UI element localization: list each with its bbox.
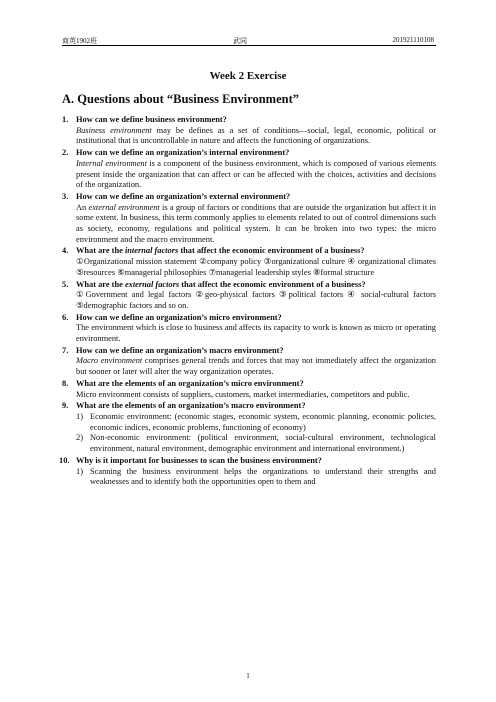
question-text: How can we define an organization’s external environment? bbox=[76, 191, 291, 201]
answer-10-item-1: 1) Scanning the business environment helps the organizations to understand their strengths and weaknesses and to identify both the opportunities open to them and bbox=[76, 466, 436, 487]
answer-7: Macro environment comprises general trends and forces that may not immediately affect the organization but sooner or later will alter the way organization operates. bbox=[76, 356, 436, 377]
answer-4: ①Organizational mission statement ②company policy ③organizational culture ④ organizational climates ⑤resources ⑥managerial philosophies ⑦managerial leadership styles ⑧formal structure bbox=[76, 257, 436, 277]
question-7: 7. How can we define an organization’s macro environment? bbox=[62, 345, 284, 355]
section-heading: A. Questions about “Business Environment” bbox=[62, 92, 299, 106]
header-name: 武同 bbox=[233, 37, 247, 45]
question-2: 2. How can we define an organization’s internal environment? bbox=[62, 148, 290, 158]
question-5: 5. What are the external factors that affect the economic environment of a business? bbox=[62, 279, 366, 289]
answer-5: ①Government and legal factors ②geo-physical factors ③political factors ④ social-cultural factors ⑤demographic factors and so on. bbox=[76, 290, 436, 310]
answer-3: An external environment is a group of factors or conditions that are outside the organization but affect it in some extent. In business, this term commonly applies to elements related to out of control dimensions such as society, economy, regulations and political system. It can be broken into two types: the micro environment and the macro environment. bbox=[76, 202, 436, 244]
question-text: How can we define an organization’s macro environment? bbox=[76, 345, 284, 355]
header-class: 商英1902班 bbox=[62, 37, 97, 45]
question-4: 4. What are the internal factors that affect the economic environment of a business? bbox=[62, 246, 365, 256]
page-header bbox=[62, 33, 436, 46]
question-1: 1. How can we define business environment? bbox=[62, 115, 227, 124]
answer-6: The environment which is close to business and affects its capacity to work is known as micro or operating environment. bbox=[76, 323, 436, 344]
question-text: What are the internal factors that affect the economic environment of a business? bbox=[76, 246, 365, 256]
question-text: How can we define business environment? bbox=[76, 115, 227, 124]
answer-9-item-1: 1) Economic environment: (economic stages, economic system, economic planning, economic policies, economic indices, economic problems, functioning of economy) bbox=[76, 411, 436, 432]
question-6: 6. How can we define an organization’s micro environment? bbox=[62, 312, 282, 322]
question-text: What are the external factors that affect the economic environment of a business? bbox=[76, 279, 366, 289]
answer-9-item-2: 2) Non-economic environment: (political environment, social-cultural environment, technological environment, natural environment, demographic environment and international environment.) bbox=[76, 433, 436, 454]
questions-list bbox=[59, 114, 436, 488]
document-title: Week 2 Exercise bbox=[209, 70, 287, 82]
question-text: What are the elements of an organization’s macro environment? bbox=[76, 401, 306, 411]
answer-2: Internal environment is a component of the business environment, which is composed of various elements present inside the organization that can affect or can be affected with the choices, activities and decisions of the organization. bbox=[76, 158, 436, 190]
page-number: 1 bbox=[246, 672, 250, 680]
question-10: 10. Why is it important for businesses to scan the business environment? bbox=[59, 455, 322, 465]
question-text: How can we define an organization’s micro environment? bbox=[76, 312, 282, 322]
question-9: 9. What are the elements of an organization’s macro environment? bbox=[62, 401, 306, 411]
question-text: Why is it important for businesses to scan the business environment? bbox=[76, 455, 322, 465]
question-text: How can we define an organization’s internal environment? bbox=[76, 148, 290, 158]
header-student-id: 201921110108 bbox=[392, 36, 434, 44]
question-text: What are the elements of an organization’s micro environment? bbox=[76, 378, 304, 388]
answer-8: Micro environment consists of suppliers, customers, market intermediaries, competitors and public. bbox=[76, 389, 410, 399]
question-8: 8. What are the elements of an organization’s micro environment? bbox=[62, 378, 304, 388]
answer-1: Business environment may be defines as a set of conditions—social, legal, economic, political or institutional that is uncontrollable in nature and affects the functioning of organizations. bbox=[76, 125, 436, 146]
question-3: 3. How can we define an organization’s external environment? bbox=[62, 191, 291, 201]
